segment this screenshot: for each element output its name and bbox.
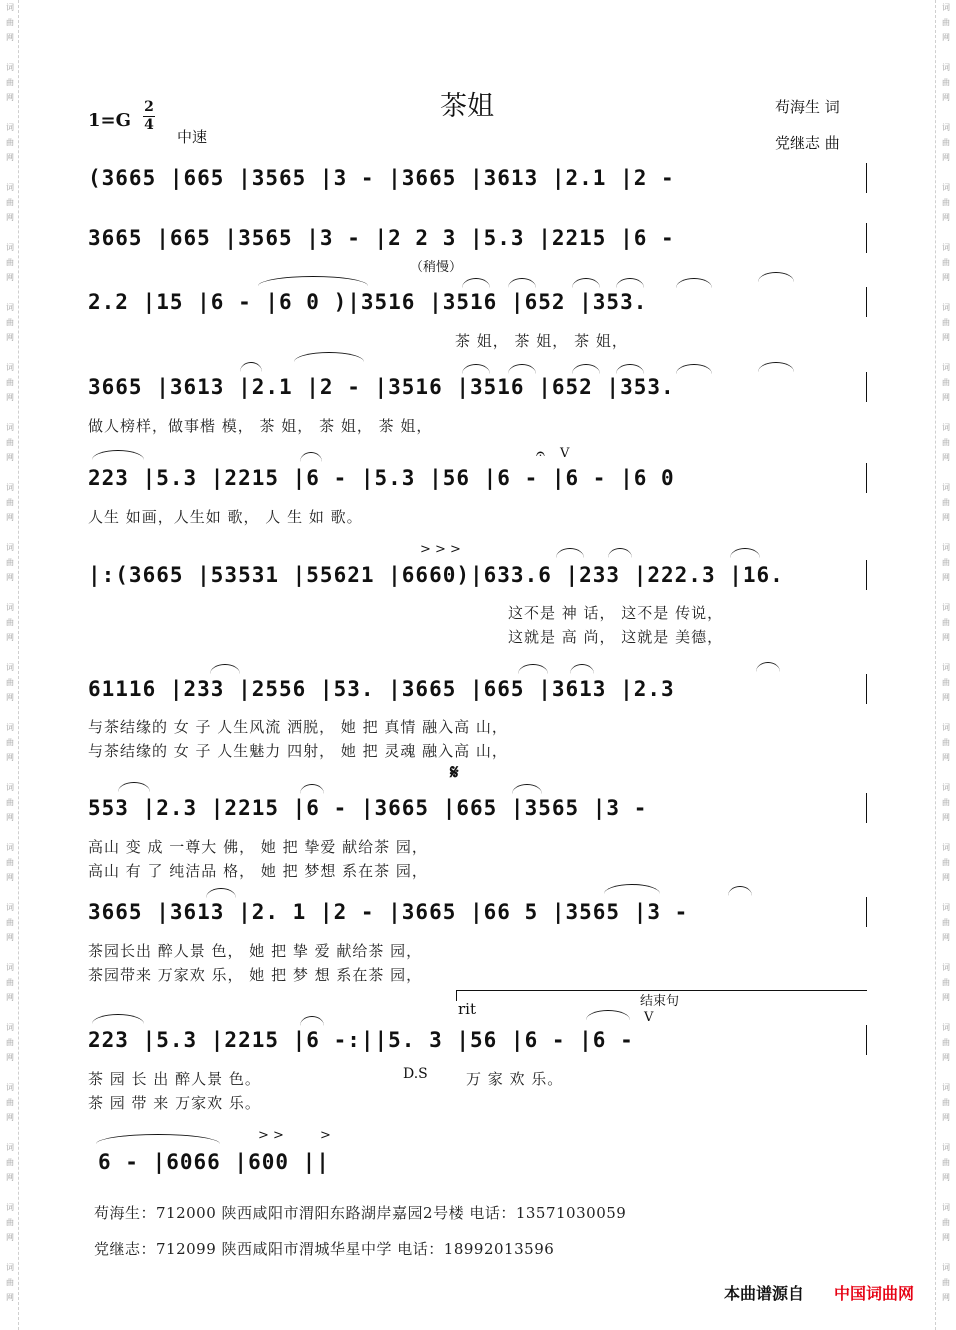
notation-row-7: 61116 |233 |2556 |53. |3665 |665 |3613 |2.3 bbox=[88, 677, 675, 701]
row-end-barline bbox=[866, 560, 867, 590]
slur-arc bbox=[676, 278, 712, 288]
left-watermark-strip bbox=[3, 0, 17, 1330]
composer-contact: 党继志：712099 陕西咸阳市渭城华星中学 电话：18992013596 bbox=[94, 1240, 555, 1258]
watermark-char: 网 bbox=[942, 633, 950, 642]
watermark-char: 词 bbox=[942, 3, 950, 12]
right-watermark-strip bbox=[939, 0, 953, 1330]
watermark-group bbox=[939, 900, 953, 960]
source-site-link[interactable]: 中国词曲网 bbox=[834, 1284, 915, 1303]
watermark-char: 曲 bbox=[6, 198, 14, 207]
watermark-char: 词 bbox=[942, 723, 950, 732]
watermark-char: 词 bbox=[942, 663, 950, 672]
watermark-char: 网 bbox=[942, 393, 950, 402]
notation-row-6: |:(3665 |53531 |55621 |6660)|633.6 |233 |222.3 |16. bbox=[88, 563, 784, 587]
notation-row-9: 3665 |3613 |2. 1 |2 - |3665 |66 5 |3565 |3 - bbox=[88, 900, 689, 924]
fermata-mark: 𝄐 bbox=[536, 444, 545, 463]
watermark-char: 词 bbox=[6, 63, 14, 72]
watermark-group bbox=[3, 300, 17, 360]
slur-arc bbox=[616, 364, 644, 374]
watermark-group bbox=[939, 480, 953, 540]
accent-marks: > > bbox=[258, 1128, 284, 1143]
watermark-char: 词 bbox=[942, 1083, 950, 1092]
watermark-char: 网 bbox=[6, 33, 14, 42]
lyrics-row-10b: 茶 园 带 来 万家欢 乐。 bbox=[88, 1094, 261, 1112]
watermark-char: 网 bbox=[942, 93, 950, 102]
watermark-char: 网 bbox=[942, 1173, 950, 1182]
watermark-char: 词 bbox=[6, 663, 14, 672]
watermark-group bbox=[3, 540, 17, 600]
phrase-slur bbox=[92, 450, 144, 460]
watermark-char: 网 bbox=[942, 753, 950, 762]
row-end-barline bbox=[866, 897, 867, 927]
watermark-char: 词 bbox=[942, 963, 950, 972]
watermark-char: 网 bbox=[6, 513, 14, 522]
phrase-slur bbox=[604, 884, 660, 894]
watermark-group bbox=[3, 1080, 17, 1140]
notation-row-5: 223 |5.3 |2215 |6 - |5.3 |56 |6 - |6 - |6 0 bbox=[88, 466, 675, 490]
watermark-char: 词 bbox=[942, 423, 950, 432]
slur-arc bbox=[728, 886, 752, 896]
watermark-char: 网 bbox=[942, 153, 950, 162]
meter-bottom: 4 bbox=[144, 117, 154, 133]
slur-arc bbox=[730, 548, 760, 558]
watermark-char: 曲 bbox=[6, 798, 14, 807]
watermark-char: 网 bbox=[6, 633, 14, 642]
watermark-char: 网 bbox=[6, 693, 14, 702]
slur-arc bbox=[758, 272, 794, 282]
watermark-group bbox=[3, 1200, 17, 1260]
watermark-group bbox=[3, 1140, 17, 1200]
notation-row-8: 553 |2.3 |2215 |6 - |3665 |665 |3565 |3 - bbox=[88, 796, 648, 820]
watermark-char: 网 bbox=[942, 1113, 950, 1122]
lyricist-contact: 苟海生：712000 陕西咸阳市渭阳东路湖岸嘉园2号楼 电话：13571030059 bbox=[94, 1204, 627, 1222]
watermark-char: 词 bbox=[942, 543, 950, 552]
slur-arc bbox=[608, 548, 632, 558]
watermark-char: 曲 bbox=[6, 978, 14, 987]
watermark-char: 词 bbox=[6, 3, 14, 12]
watermark-char: 曲 bbox=[6, 918, 14, 927]
lyrics-row-4: 做人榜样，做事楷 模， 茶 姐， 茶 姐， 茶 姐， bbox=[88, 417, 433, 435]
watermark-char: 网 bbox=[6, 933, 14, 942]
row-end-barline bbox=[866, 163, 867, 193]
watermark-char: 网 bbox=[6, 1293, 14, 1302]
watermark-char: 词 bbox=[6, 543, 14, 552]
right-dashed-edge bbox=[935, 0, 936, 1330]
watermark-char: 词 bbox=[6, 423, 14, 432]
notation-row-4: 3665 |3613 |2.1 |2 - |3516 |3516 |652 |353. bbox=[88, 375, 675, 399]
watermark-char: 曲 bbox=[942, 678, 950, 687]
watermark-char: 网 bbox=[942, 993, 950, 1002]
slur-arc bbox=[676, 364, 712, 374]
watermark-group bbox=[3, 780, 17, 840]
watermark-char: 词 bbox=[942, 243, 950, 252]
watermark-char: 词 bbox=[6, 123, 14, 132]
row-end-barline bbox=[866, 1025, 867, 1055]
lyrics-row-9b: 茶园带来 万家欢 乐， 她 把 梦 想 系在茶 园， bbox=[88, 966, 423, 984]
watermark-char: 网 bbox=[6, 873, 14, 882]
lyrics-row-10a: 茶 园 长 出 醉人景 色。 bbox=[88, 1070, 261, 1088]
watermark-char: 曲 bbox=[6, 318, 14, 327]
watermark-char: 网 bbox=[942, 873, 950, 882]
watermark-group bbox=[3, 840, 17, 900]
watermark-char: 曲 bbox=[942, 138, 950, 147]
breath-mark: V bbox=[560, 446, 570, 461]
watermark-char: 网 bbox=[6, 573, 14, 582]
watermark-char: 网 bbox=[6, 153, 14, 162]
watermark-char: 网 bbox=[942, 1053, 950, 1062]
watermark-char: 曲 bbox=[6, 1098, 14, 1107]
notation-row-10: 223 |5.3 |2215 |6 -:||5. 3 |56 |6 - |6 - bbox=[88, 1028, 634, 1052]
watermark-char: 网 bbox=[6, 1173, 14, 1182]
slur-arc bbox=[616, 278, 644, 288]
watermark-char: 曲 bbox=[942, 18, 950, 27]
slur-arc bbox=[462, 278, 490, 288]
watermark-char: 词 bbox=[942, 1023, 950, 1032]
watermark-char: 词 bbox=[942, 1263, 950, 1272]
lyrics-row-10c: 万 家 欢 乐。 bbox=[466, 1070, 564, 1088]
composer-credit: 党继志 曲 bbox=[775, 134, 840, 152]
slur-arc bbox=[240, 362, 262, 372]
watermark-char: 网 bbox=[6, 753, 14, 762]
watermark-char: 曲 bbox=[6, 1218, 14, 1227]
watermark-char: 曲 bbox=[6, 78, 14, 87]
watermark-char: 词 bbox=[6, 1263, 14, 1272]
watermark-char: 词 bbox=[942, 603, 950, 612]
watermark-char: 网 bbox=[942, 1293, 950, 1302]
slur-arc bbox=[300, 452, 322, 462]
slur-arc bbox=[570, 664, 594, 674]
watermark-group bbox=[939, 300, 953, 360]
watermark-char: 曲 bbox=[6, 678, 14, 687]
notation-row-3: 2.2 |15 |6 - |6 0 )|3516 |3516 |652 |353. bbox=[88, 290, 648, 314]
phrase-slur bbox=[92, 1014, 144, 1024]
watermark-group bbox=[3, 900, 17, 960]
watermark-char: 曲 bbox=[6, 558, 14, 567]
watermark-char: 网 bbox=[6, 1053, 14, 1062]
watermark-group bbox=[3, 960, 17, 1020]
watermark-group bbox=[3, 720, 17, 780]
watermark-char: 曲 bbox=[6, 378, 14, 387]
lyrics-row-9a: 茶园长出 醉人景 色， 她 把 挚 爱 献给茶 园， bbox=[88, 942, 423, 960]
watermark-char: 词 bbox=[942, 363, 950, 372]
watermark-group bbox=[939, 180, 953, 240]
watermark-char: 网 bbox=[942, 573, 950, 582]
watermark-char: 词 bbox=[6, 963, 14, 972]
watermark-char: 词 bbox=[6, 783, 14, 792]
watermark-char: 曲 bbox=[942, 318, 950, 327]
watermark-group bbox=[939, 960, 953, 1020]
slur-arc bbox=[300, 784, 324, 794]
watermark-char: 网 bbox=[942, 933, 950, 942]
watermark-char: 曲 bbox=[6, 1158, 14, 1167]
slur-arc bbox=[518, 664, 548, 674]
watermark-char: 曲 bbox=[942, 438, 950, 447]
row-end-barline bbox=[866, 223, 867, 253]
watermark-char: 词 bbox=[6, 303, 14, 312]
watermark-char: 网 bbox=[6, 213, 14, 222]
watermark-char: 网 bbox=[942, 333, 950, 342]
slur-arc bbox=[756, 662, 780, 672]
watermark-group bbox=[939, 720, 953, 780]
watermark-char: 网 bbox=[6, 993, 14, 1002]
watermark-group bbox=[3, 480, 17, 540]
watermark-char: 词 bbox=[942, 123, 950, 132]
watermark-char: 网 bbox=[942, 813, 950, 822]
watermark-group bbox=[939, 840, 953, 900]
watermark-char: 曲 bbox=[942, 378, 950, 387]
source-prefix: 本曲谱源自 bbox=[724, 1284, 805, 1303]
watermark-group bbox=[939, 1080, 953, 1140]
watermark-group bbox=[3, 420, 17, 480]
lyrics-row-8a: 高山 变 成 一尊大 佛， 她 把 挚爱 献给茶 园， bbox=[88, 838, 428, 856]
watermark-char: 曲 bbox=[942, 798, 950, 807]
watermark-char: 曲 bbox=[6, 738, 14, 747]
watermark-char: 网 bbox=[942, 513, 950, 522]
slur-arc bbox=[572, 364, 600, 374]
notation-row-1: (3665 |665 |3565 |3 - |3665 |3613 |2.1 |2 - bbox=[88, 166, 675, 190]
watermark-char: 词 bbox=[942, 183, 950, 192]
slur-arc bbox=[508, 278, 536, 288]
watermark-group bbox=[939, 1200, 953, 1260]
watermark-char: 词 bbox=[6, 723, 14, 732]
watermark-char: 曲 bbox=[942, 78, 950, 87]
watermark-char: 曲 bbox=[942, 1098, 950, 1107]
watermark-char: 词 bbox=[6, 1143, 14, 1152]
tie-arc bbox=[96, 1134, 220, 1144]
watermark-group bbox=[939, 120, 953, 180]
watermark-char: 曲 bbox=[6, 258, 14, 267]
watermark-char: 词 bbox=[6, 183, 14, 192]
watermark-group bbox=[939, 420, 953, 480]
watermark-char: 网 bbox=[6, 273, 14, 282]
lyrics-row-6b: 这就是 高 尚， 这就是 美德， bbox=[508, 628, 724, 646]
watermark-char: 网 bbox=[942, 33, 950, 42]
watermark-group bbox=[3, 1260, 17, 1320]
watermark-group bbox=[939, 1260, 953, 1320]
slur-arc bbox=[300, 1016, 324, 1026]
ending-label: 结束句 bbox=[640, 994, 680, 1009]
watermark-char: 曲 bbox=[942, 738, 950, 747]
watermark-char: 曲 bbox=[6, 1278, 14, 1287]
slur-arc bbox=[462, 364, 490, 374]
watermark-char: 网 bbox=[942, 213, 950, 222]
watermark-char: 词 bbox=[6, 603, 14, 612]
watermark-char: 词 bbox=[942, 483, 950, 492]
watermark-group bbox=[3, 0, 17, 60]
watermark-char: 曲 bbox=[6, 1038, 14, 1047]
watermark-char: 词 bbox=[942, 63, 950, 72]
watermark-char: 曲 bbox=[942, 618, 950, 627]
watermark-group bbox=[939, 660, 953, 720]
lyrics-row-7b: 与茶结缘的 女 子 人生魅力 四射， 她 把 灵魂 融入高 山， bbox=[88, 742, 508, 760]
watermark-char: 曲 bbox=[942, 198, 950, 207]
watermark-char: 曲 bbox=[6, 498, 14, 507]
watermark-char: 曲 bbox=[942, 1278, 950, 1287]
watermark-char: 词 bbox=[6, 243, 14, 252]
row-end-barline bbox=[866, 372, 867, 402]
watermark-char: 词 bbox=[942, 843, 950, 852]
watermark-char: 网 bbox=[6, 1233, 14, 1242]
watermark-char: 曲 bbox=[942, 1218, 950, 1227]
watermark-char: 曲 bbox=[6, 858, 14, 867]
watermark-group bbox=[3, 60, 17, 120]
watermark-char: 词 bbox=[6, 843, 14, 852]
watermark-char: 词 bbox=[942, 1203, 950, 1212]
watermark-char: 网 bbox=[6, 393, 14, 402]
watermark-char: 词 bbox=[6, 1203, 14, 1212]
watermark-group bbox=[3, 1020, 17, 1080]
watermark-char: 曲 bbox=[6, 618, 14, 627]
watermark-char: 网 bbox=[6, 813, 14, 822]
slur-arc bbox=[758, 362, 794, 372]
watermark-char: 曲 bbox=[942, 858, 950, 867]
watermark-char: 词 bbox=[6, 903, 14, 912]
watermark-char: 曲 bbox=[942, 918, 950, 927]
watermark-char: 网 bbox=[942, 693, 950, 702]
segno-sign: 𝄋 bbox=[450, 760, 459, 784]
watermark-group bbox=[3, 240, 17, 300]
slur-arc bbox=[508, 364, 536, 374]
slur-arc bbox=[586, 1010, 630, 1020]
watermark-group bbox=[939, 540, 953, 600]
watermark-char: 词 bbox=[942, 903, 950, 912]
lyricist-credit: 苟海生 词 bbox=[775, 98, 840, 116]
watermark-char: 曲 bbox=[6, 438, 14, 447]
lyrics-row-5: 人生 如画，人生如 歌， 人 生 如 歌。 bbox=[88, 508, 363, 526]
ds-marking: D.S bbox=[403, 1066, 428, 1082]
watermark-char: 词 bbox=[6, 1023, 14, 1032]
song-title: 茶姐 bbox=[440, 91, 494, 122]
lyrics-row-3: 茶 姐， 茶 姐， 茶 姐， bbox=[455, 332, 628, 350]
watermark-group bbox=[939, 1140, 953, 1200]
watermark-group bbox=[3, 120, 17, 180]
watermark-char: 曲 bbox=[942, 498, 950, 507]
tempo-marking: 中速 bbox=[177, 128, 208, 146]
watermark-char: 词 bbox=[6, 483, 14, 492]
watermark-group bbox=[939, 360, 953, 420]
watermark-char: 曲 bbox=[942, 258, 950, 267]
phrase-slur bbox=[294, 352, 364, 362]
time-signature bbox=[143, 100, 155, 133]
watermark-char: 词 bbox=[942, 783, 950, 792]
watermark-char: 网 bbox=[942, 273, 950, 282]
watermark-char: 网 bbox=[942, 1233, 950, 1242]
watermark-char: 词 bbox=[942, 303, 950, 312]
notation-row-2: 3665 |665 |3565 |3 - |2 2 3 |5.3 |2215 |6 - bbox=[88, 226, 675, 250]
notation-row-11: 6 - |6066 |600 || bbox=[98, 1150, 330, 1174]
watermark-char: 网 bbox=[6, 333, 14, 342]
watermark-group bbox=[939, 1020, 953, 1080]
lyrics-row-6a: 这不是 神 话， 这不是 传说， bbox=[508, 604, 724, 622]
rit-marking: rit bbox=[458, 1000, 476, 1018]
left-dashed-edge bbox=[18, 0, 19, 1330]
key-signature: 1=G bbox=[88, 110, 131, 131]
watermark-char: 词 bbox=[6, 1083, 14, 1092]
watermark-group bbox=[939, 0, 953, 60]
slur-arc bbox=[556, 548, 584, 558]
slur-arc bbox=[210, 664, 240, 674]
watermark-char: 网 bbox=[6, 453, 14, 462]
slur-arc bbox=[512, 784, 542, 794]
watermark-group bbox=[939, 60, 953, 120]
slur-arc bbox=[572, 278, 600, 288]
watermark-char: 曲 bbox=[942, 1158, 950, 1167]
watermark-char: 网 bbox=[942, 453, 950, 462]
watermark-char: 曲 bbox=[942, 978, 950, 987]
meter-top: 2 bbox=[144, 99, 154, 115]
accent-mark: > bbox=[320, 1128, 331, 1143]
row-end-barline bbox=[866, 463, 867, 493]
watermark-char: 曲 bbox=[942, 1038, 950, 1047]
watermark-char: 曲 bbox=[942, 558, 950, 567]
accent-marks: > > > bbox=[420, 542, 461, 557]
breath-mark: V bbox=[644, 1010, 654, 1025]
watermark-char: 网 bbox=[6, 1113, 14, 1122]
slur-arc bbox=[118, 782, 150, 792]
watermark-char: 曲 bbox=[6, 138, 14, 147]
watermark-group bbox=[939, 780, 953, 840]
lyrics-row-7a: 与茶结缘的 女 子 人生风流 洒脱， 她 把 真情 融入高 山， bbox=[88, 718, 508, 736]
watermark-group bbox=[3, 660, 17, 720]
slur-arc bbox=[206, 888, 236, 898]
watermark-char: 网 bbox=[6, 93, 14, 102]
watermark-char: 词 bbox=[6, 363, 14, 372]
tie-arc bbox=[258, 276, 368, 286]
watermark-group bbox=[939, 240, 953, 300]
watermark-group bbox=[3, 600, 17, 660]
row-end-barline bbox=[866, 793, 867, 823]
watermark-group bbox=[939, 600, 953, 660]
watermark-group bbox=[3, 360, 17, 420]
row-end-barline bbox=[866, 674, 867, 704]
watermark-char: 曲 bbox=[6, 18, 14, 27]
watermark-group bbox=[3, 180, 17, 240]
lyrics-row-8b: 高山 有 了 纯洁品 格， 她 把 梦想 系在茶 园， bbox=[88, 862, 428, 880]
slower-marking: （稍慢） bbox=[410, 260, 463, 275]
row-end-barline bbox=[866, 287, 867, 317]
watermark-char: 词 bbox=[942, 1143, 950, 1152]
